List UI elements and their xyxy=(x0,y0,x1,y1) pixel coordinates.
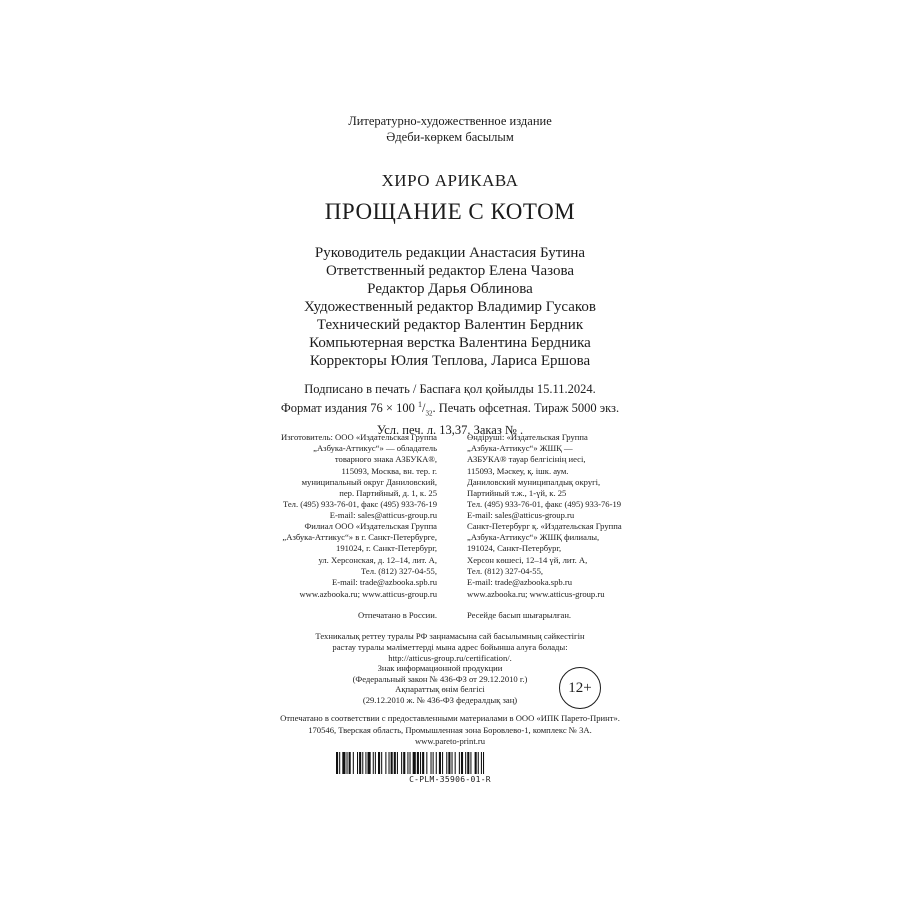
printer-address: 170546, Тверская область, Промышленная зона Боровлево-1, комплекс № 3А. xyxy=(308,724,592,735)
credits-block xyxy=(0,244,900,370)
format-denominator: 32 xyxy=(425,409,433,418)
branch-kz xyxy=(467,521,622,588)
barcode-bar xyxy=(470,752,471,774)
credit-line: Художественный редактор Владимир Гусаков xyxy=(303,299,597,315)
manufacturer-kz-line: Даниловский муниципалдық округі, xyxy=(467,476,601,487)
barcode-bar xyxy=(448,752,450,774)
barcode-bar xyxy=(452,752,453,774)
info-sign-line: Ақпараттық өнім белгісі xyxy=(395,684,485,694)
info-product-sign xyxy=(330,663,550,705)
branch-kz-email: E-mail: trade@azbooka.spb.ru xyxy=(467,577,573,588)
barcode-bar xyxy=(459,752,460,774)
website-kz: www.azbooka.ru; www.atticus-group.ru xyxy=(467,589,605,599)
printed-in-ru: Отпечатано в России. xyxy=(357,610,437,620)
barcode-bar xyxy=(347,752,348,774)
manufacturer-ru-line: „Азбука-Аттикус“» — обладатель xyxy=(313,443,437,454)
barcode-bar xyxy=(378,752,380,774)
barcode-bar xyxy=(368,752,371,774)
manufacturer-ru-email: E-mail: sales@atticus-group.ru xyxy=(329,510,437,521)
branch-ru xyxy=(282,521,437,588)
barcode-bar xyxy=(373,752,374,774)
credit-line: Редактор Дарья Облинова xyxy=(367,281,533,297)
genre-kz: Әдеби-көркем басылым xyxy=(386,130,514,144)
manufacturer-kz-line: Тел. (495) 933-76-01, факс (495) 933-76-19 xyxy=(467,499,622,510)
branch-kz-line: Тел. (812) 327-04-55, xyxy=(467,565,544,576)
manufacturer-ru-line: товарного знака АЗБУКА®, xyxy=(334,454,437,465)
barcode-icon xyxy=(336,752,564,774)
branch-ru-line: 191024, г. Санкт-Петербург, xyxy=(336,543,437,554)
manufacturer-kz-line: „Азбука-Аттикус“» ЖШҚ — xyxy=(467,443,573,454)
barcode-bar xyxy=(467,752,469,774)
barcode-bar xyxy=(431,752,432,774)
format-numerator: 1 xyxy=(417,400,422,409)
barcode-bar xyxy=(389,752,390,774)
branch-ru-line: „Азбука-Аттикус“» в г. Санкт-Петербурге, xyxy=(282,532,437,543)
barcode-bar xyxy=(426,752,427,774)
barcode-bar xyxy=(359,752,361,774)
tech-regulation-line: растау туралы мәліметтерді мына адрес бойынша алуға болады: xyxy=(332,642,568,652)
barcode-bar xyxy=(417,752,419,774)
genre-ru: Литературно-художественное издание xyxy=(348,114,552,128)
branch-ru-line: ул. Херсонская, д. 12–14, лит. А, xyxy=(318,554,437,565)
branch-ru-line: Тел. (812) 327-04-55, xyxy=(360,565,437,576)
barcode-bar xyxy=(349,752,351,774)
signed-date: Подписано в печать / Баспаға қол қойылды 15.11.2024. xyxy=(304,382,596,396)
credit-line: Корректоры Юлия Теплова, Лариса Ершова xyxy=(309,353,591,369)
format-line: Формат издания 76 × 100 $^1/_{32}$. Печать офсетная. Тираж 5000 экз. xyxy=(280,400,620,418)
barcode-bar xyxy=(353,752,354,774)
manufacturer-ru-line: 115093, Москва, вн. тер. г. xyxy=(341,465,437,476)
branch-kz-line: Санкт-Петербург қ. «Издательская Группа xyxy=(467,521,622,531)
barcode-bar xyxy=(385,752,386,774)
barcode-bar xyxy=(339,752,340,774)
barcode-code: C-PLM-35906-01-R xyxy=(409,775,491,784)
barcode-bar xyxy=(394,752,396,774)
manufacturer-ru-line: муниципальный округ Даниловский, xyxy=(301,476,437,487)
branch-ru-line: Филиал ООО «Издательская Группа xyxy=(304,521,437,531)
branch-ru-email: E-mail: trade@azbooka.spb.ru xyxy=(331,577,437,588)
barcode-bar xyxy=(433,752,434,774)
manufacturer-ru-line: пер. Партийный, д. 1, к. 25 xyxy=(339,488,437,499)
age-rating-badge: 12+ xyxy=(559,667,601,709)
barcode-bar xyxy=(391,752,393,774)
info-sign-line: (Федеральный закон № 436-ФЗ от 29.12.2010 г.) xyxy=(352,673,528,684)
printed-in-kz: Ресейде басып шығарылған. xyxy=(467,610,572,620)
barcode-bar xyxy=(362,752,363,774)
website-ru: www.azbooka.ru; www.atticus-group.ru xyxy=(299,589,437,599)
author-name: ХИРО АРИКАВА xyxy=(381,171,519,190)
barcode-bar xyxy=(478,752,479,774)
branch-kz-line: 191024, Санкт-Петербург, xyxy=(467,543,562,554)
barcode-bar xyxy=(455,752,456,774)
book-title: ПРОЩАНИЕ С КОТОМ xyxy=(324,199,576,224)
manufacturer-ru-line: Изготовитель: ООО «Издательская Группа xyxy=(281,432,437,442)
barcode-bar xyxy=(407,752,408,774)
credit-line: Технический редактор Валентин Бердник xyxy=(316,317,584,333)
manufacturer-kz-line: Өндіруші: «Издательская Группа xyxy=(467,432,588,442)
genre-block xyxy=(0,113,900,145)
barcode-bar xyxy=(381,752,382,774)
format-suffix: . Печать офсетная. Тираж 5000 экз. xyxy=(432,401,620,416)
barcode-bar xyxy=(446,752,447,774)
format-prefix: Формат издания 76 × 100 xyxy=(280,401,418,416)
info-sign-line: Знак информационной продукции xyxy=(377,663,503,673)
barcode-bar xyxy=(403,752,405,774)
barcode-bar xyxy=(483,752,484,774)
barcode-bar xyxy=(375,752,376,774)
barcode-bar xyxy=(461,752,463,774)
barcode-bar xyxy=(413,752,416,774)
branch-kz-line: Херсон көшесі, 12–14 үй, лит. А, xyxy=(467,554,588,565)
manufacturer-ru xyxy=(281,432,437,522)
sheets-order: Усл. печ. л. 13,37. Заказ № . xyxy=(376,422,524,437)
barcode-bar xyxy=(481,752,482,774)
credit-line: Компьютерная верстка Валентина Бердника xyxy=(309,335,591,351)
barcode-bar xyxy=(342,752,345,774)
branch-kz-line: „Азбука-Аттикус“» ЖШҚ филиалы, xyxy=(467,532,600,543)
manufacturer-kz-line: Партийный т.ж., 1-үй, к. 25 xyxy=(467,488,567,499)
barcode-bar xyxy=(465,752,466,774)
certification-url: http://atticus-group.ru/certification/. xyxy=(388,653,512,663)
barcode-bar xyxy=(397,752,398,774)
manufacturer-kz xyxy=(467,432,621,522)
credit-line: Ответственный редактор Елена Чазова xyxy=(325,263,575,279)
manufacturer-kz-line: АЗБУКА® тауар белгісінің иесі, xyxy=(467,454,586,465)
barcode-bar xyxy=(436,752,437,774)
manufacturer-kz-line: 115093, Мәскеу, қ. ішк. аум. xyxy=(467,465,569,476)
barcode-bar xyxy=(442,752,443,774)
barcode-bar xyxy=(410,752,411,774)
barcode-bar xyxy=(401,752,402,774)
printer-line: Отпечатано в соответствии с предоставленными материалами в ООО «ИПК Парето-Принт». xyxy=(280,713,620,723)
barcode-bar xyxy=(475,752,477,774)
barcode-bar xyxy=(420,752,421,774)
tech-regulation-line: Техникалық реттеу туралы РФ заңнамасына сай басылымның сәйкестігін xyxy=(315,631,585,641)
manufacturer-kz-email: E-mail: sales@atticus-group.ru xyxy=(467,510,575,521)
barcode-bar xyxy=(336,752,338,774)
printer-website: www.pareto-print.ru xyxy=(414,736,486,746)
tech-regulation-notice xyxy=(0,631,900,664)
barcode-bar xyxy=(439,752,441,774)
barcode-bar xyxy=(365,752,366,774)
printer-info xyxy=(0,713,900,748)
barcode-bar xyxy=(357,752,358,774)
info-sign-line: (29.12.2010 ж. № 436-ФЗ федералдық заң) xyxy=(362,694,518,705)
barcode-bar xyxy=(422,752,424,774)
printing-info xyxy=(0,381,900,438)
credit-line: Руководитель редакции Анастасия Бутина xyxy=(314,245,586,261)
manufacturer-ru-line: Тел. (495) 933-76-01, факс (495) 933-76-19 xyxy=(282,499,437,510)
